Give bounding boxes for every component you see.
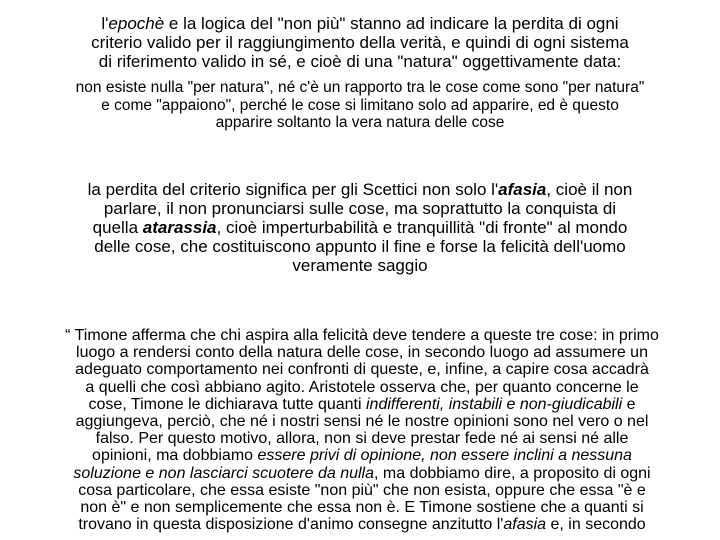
text-run: cosa particolare, che essa esiste "non più" che non esista, oppure che essa "è e [78,481,646,499]
timone-quote-paragraph [22,327,702,533]
p1-line [28,52,692,71]
p2-line [22,97,698,115]
nature-paragraph [22,79,698,132]
intro-paragraph [28,14,692,71]
text-run: delle cose, che costituiscono appunto il fine e forse la felicità dell'uomo [94,237,626,256]
p4-line [22,465,702,482]
italic-term: epochè [108,14,165,33]
italic-term: soluzione e non lasciarci scuotere da nulla [73,464,374,482]
key-term: afasia [498,180,547,199]
text-run: criterio valido per il raggiungimento della verità, e quindi di ogni sistema [91,33,629,52]
p4-line [22,396,702,413]
criterion-paragraph [28,180,692,275]
text-run: a quelli che così abbiano agito. Aristotele osserva che, per quanto concerne le [85,378,639,396]
text-run: e, in secondo [546,516,646,534]
p4-line [22,413,702,430]
text-run: e la logica del "non più" stanno ad indicare la perdita di ogni [164,14,619,33]
text-run: cose, Timone le dichiarava tutte quanti [88,395,366,413]
text-run: , cioè il non [546,180,633,199]
text-run: non esiste nulla "per natura", né c'è un rapporto tra le cose come sono "per natura" [75,79,645,96]
p4-line [22,447,702,464]
text-run: e [622,395,636,413]
p2-line [22,79,698,97]
italic-term: afasia [503,516,547,534]
text-run: luogo a rendersi conto della natura delle cose, in secondo luogo ad assumere un [76,344,648,362]
p3-line [28,199,692,218]
text-run: veramente saggio [292,256,428,275]
text-run: adeguato comportamento nei confronti di queste, e, infine, a capire cosa accadrà [75,361,649,379]
text-run: apparire soltanto la vera natura delle cose [215,114,505,131]
italic-term: essere privi di opinione, non essere inclini a nessuna [257,447,632,465]
text-run: la perdita del criterio significa per gli Scettici non solo l' [87,180,499,199]
text-run: trovano in questa disposizione d'animo consegne anzitutto l' [78,516,504,534]
text-run: aggiungeva, perciò, che né i nostri sensi né le nostre opinioni sono nel vero o nel [75,413,649,431]
text-run: e come "appaiono", perché le cose si limitano solo ad apparire, ed è questo [101,96,619,114]
p4-line [22,499,702,516]
p3-line [28,180,692,199]
p4-line [22,327,702,344]
p4-line [22,379,702,396]
p4-line [22,516,702,533]
italic-term: indifferenti, instabili e non-giudicabili [366,395,623,413]
p4-line [22,430,702,447]
p3-line [28,256,692,275]
text-run: di riferimento valido in sé, e cioè di una "natura" oggettivamente data: [98,52,622,71]
p1-line [28,14,692,33]
p4-line [22,482,702,499]
text-run: “ Timone afferma che chi aspira alla felicità deve tendere a queste tre cose: in primo [65,327,659,344]
text-run: , cioè imperturbabilità e tranquillità "di fronte" al mondo [216,218,628,237]
p3-line [28,218,692,237]
text-run: falso. Per questo motivo, allora, non si deve prestar fede né ai sensi né alle [95,430,629,448]
text-run: parlare, il non pronunciarsi sulle cose, ma soprattutto la conquista di [103,199,617,218]
text-run: quella [92,218,143,237]
text-run: l' [101,14,109,33]
p4-line [22,361,702,378]
text-run: , ma dobbiamo dire, a proposito di ogni [374,464,651,482]
p2-line [22,114,698,132]
text-run: opinioni, ma dobbiamo [92,447,258,465]
p3-line [28,237,692,256]
text-run: non è" e non semplicemente che essa non è. E Timone sostiene che a quanti si [80,499,644,517]
key-term: atarassia [142,218,217,237]
p1-line [28,33,692,52]
p4-line [22,344,702,361]
